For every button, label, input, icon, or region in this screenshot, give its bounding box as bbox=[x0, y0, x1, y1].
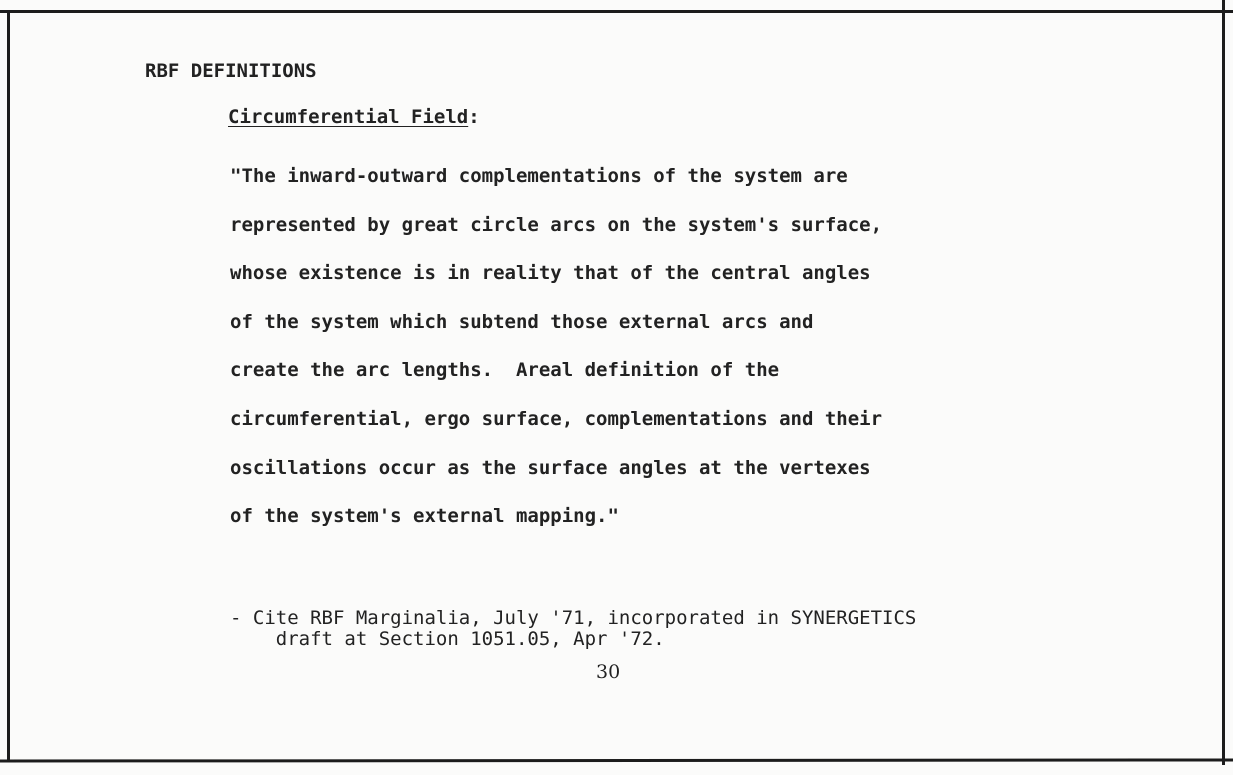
quote-line: of the system which subtend those external arcs and bbox=[230, 310, 814, 333]
quote-line: whose existence is in reality that of the central angles bbox=[230, 262, 871, 285]
bottom-border-line bbox=[0, 758, 1233, 762]
quote-line: circumferential, ergo surface, complementations and their bbox=[230, 407, 883, 430]
top-border-line bbox=[0, 10, 1233, 13]
document-heading: RBF DEFINITIONS bbox=[145, 60, 317, 82]
left-border-line bbox=[7, 10, 10, 762]
term-colon: : bbox=[468, 106, 480, 128]
citation bbox=[230, 608, 916, 650]
quote-line: create the arc lengths. Areal definition of the bbox=[230, 359, 780, 382]
quote-line: represented by great circle arcs on the system's surface, bbox=[230, 213, 883, 236]
quote-line: oscillations occur as the surface angles at the vertexes bbox=[230, 456, 871, 479]
definition-quote bbox=[230, 152, 1110, 541]
term-name: Circumferential Field bbox=[228, 106, 469, 128]
citation-line: draft at Section 1051.05, Apr '72. bbox=[230, 628, 665, 650]
handwritten-page-number: 30 bbox=[596, 661, 621, 683]
citation-line: - Cite RBF Marginalia, July '71, incorporated in SYNERGETICS bbox=[230, 607, 917, 629]
right-border-line bbox=[1222, 0, 1225, 765]
term-label bbox=[228, 106, 480, 128]
quote-line: of the system's external mapping." bbox=[230, 505, 619, 528]
quote-line: "The inward-outward complementations of the system are bbox=[230, 165, 848, 187]
